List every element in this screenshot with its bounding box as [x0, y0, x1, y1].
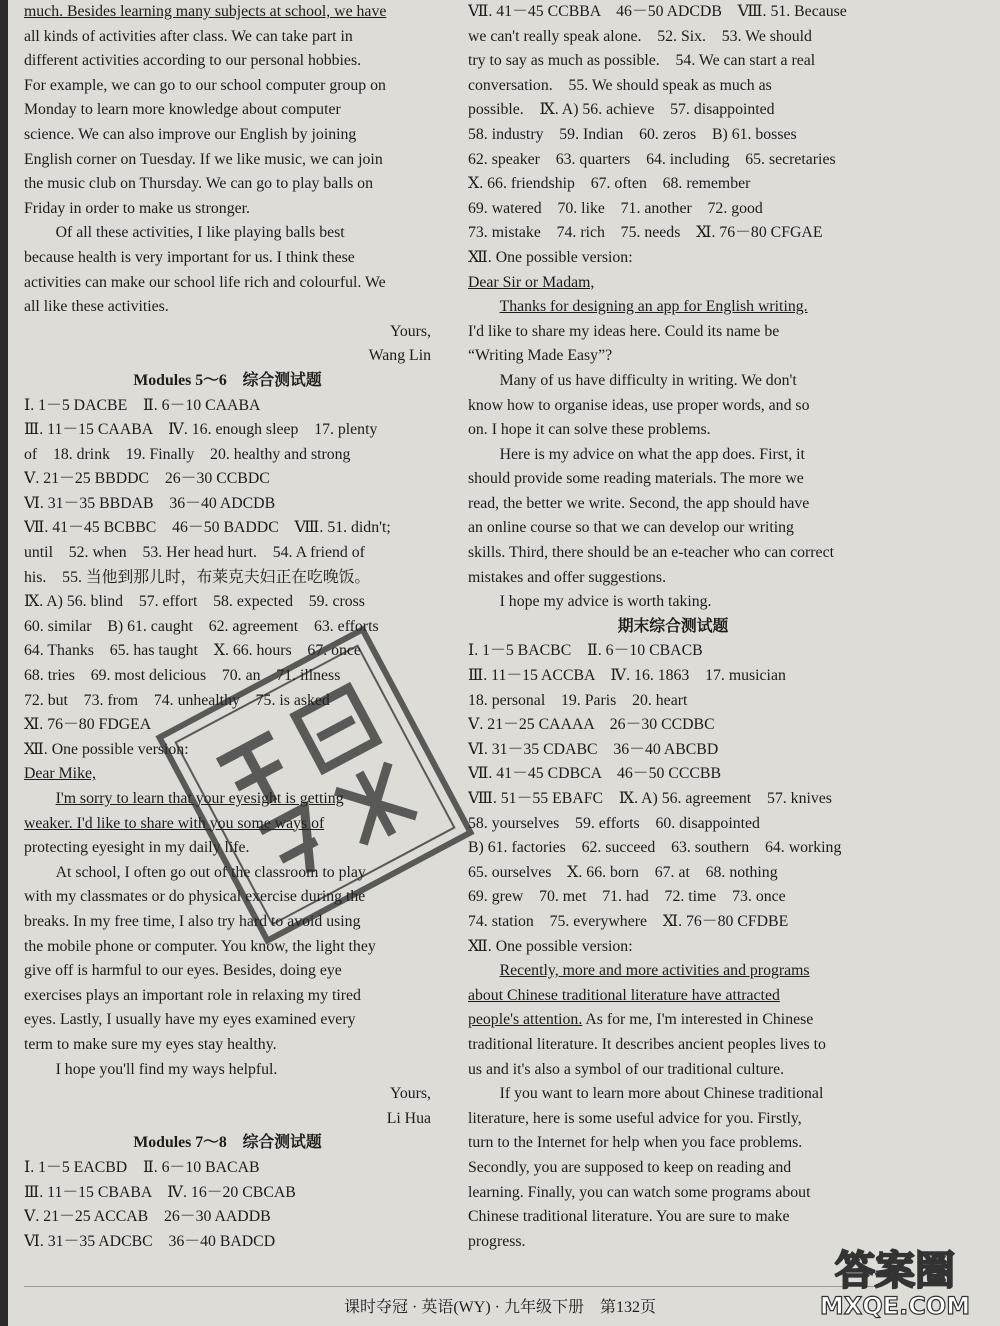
text-line: much. Besides learning many subjects at school, we have: [24, 3, 387, 20]
letter-paragraph: [468, 369, 878, 443]
answer-line: Ⅲ. 11－15 CAABA Ⅳ. 16. enough sleep 17. plenty: [24, 421, 378, 439]
answer-line: Ⅸ. A) 56. blind 57. effort 58. expected 59. cross: [24, 593, 365, 611]
watermark-logo-icon: [800, 1240, 990, 1320]
watermark-url-text: MXQE.COM: [819, 1292, 971, 1320]
section-title-final-test: 期末综合测试题: [617, 617, 729, 635]
text-line: know how to organise ideas, use proper words, and so: [468, 396, 810, 414]
text-line: read, the better we write. Second, the app should have: [468, 494, 810, 512]
text-line: English corner on Tuesday. If we like music, we can join: [24, 150, 383, 168]
answer-line: 18. personal 19. Paris 20. heart: [468, 691, 688, 709]
text-line: eyes. Lastly, I usually have my eyes examined every: [24, 1011, 356, 1029]
answer-line: his. 55. 当他到那儿时，布莱克夫妇正在吃晚饭。: [24, 568, 371, 586]
letter-closing: Yours,: [390, 322, 431, 340]
text-line: all like these activities.: [24, 298, 169, 316]
section-title-modules-5-6: Modules 5～6 综合测试题: [133, 371, 322, 389]
text-line: Recently, more and more activities and programs: [499, 962, 810, 980]
text-line: activities can make our school life rich and colourful. We: [24, 273, 386, 291]
text-line: Monday to learn more knowledge about computer: [24, 101, 341, 119]
text-line: Chinese traditional literature. You are sure to make: [468, 1208, 790, 1226]
answer-line: 69. grew 70. met 71. had 72. time 73. once: [468, 888, 786, 906]
answer-line: 65. ourselves Ⅹ. 66. born 67. at 68. nothing: [468, 863, 778, 881]
answer-line: Ⅰ. 1－5 BACBC Ⅱ. 6－10 CBACB: [468, 642, 703, 660]
answer-key-final-test: [468, 639, 878, 959]
answer-line: 69. watered 70. like 71. another 72. good: [468, 199, 763, 217]
answer-key-continued: [468, 0, 878, 271]
answer-line: 72. but 73. from 74. unhealthy 75. is asked: [24, 691, 330, 709]
text-line: turn to the Internet for help when you face problems.: [468, 1134, 803, 1152]
text-line: At school, I often go out of the classroom to play: [55, 863, 366, 881]
letter-greeting: Dear Sir or Madam,: [468, 273, 595, 291]
answer-line: Ⅰ. 1－5 EACBD Ⅱ. 6－10 BACAB: [24, 1158, 260, 1176]
essay-paragraph: [468, 1082, 878, 1254]
text-line: If you want to learn more about Chinese traditional: [499, 1085, 824, 1103]
answer-line: Ⅶ. 41－45 CDBCA 46－50 CCCBB: [468, 765, 721, 783]
text-line: Secondly, you are supposed to keep on reading and: [468, 1158, 792, 1176]
answer-line: Ⅵ. 31－35 ADCBC 36－40 BADCD: [24, 1232, 276, 1250]
answer-line: Ⅻ. One possible version:: [468, 937, 633, 955]
text-line: Of all these activities, I like playing balls best: [55, 224, 345, 242]
text-line: all kinds of activities after class. We can take part in: [24, 27, 353, 45]
answer-line: try to say as much as possible. 54. We can start a real: [468, 52, 816, 70]
text-line: traditional literature. It describes ancient peoples lives to: [468, 1035, 826, 1053]
intro-paragraph: [24, 0, 431, 221]
letter-signature: Li Hua: [386, 1109, 431, 1127]
answer-line: Ⅷ. 51－55 EBAFC Ⅸ. A) 56. agreement 57. knives: [468, 790, 832, 807]
answer-line: Ⅲ. 11－15 CBABA Ⅳ. 16－20 CBCAB: [24, 1183, 296, 1201]
text-line: mistakes and offer suggestions.: [468, 568, 667, 586]
answer-line: conversation. 55. We should speak as much as: [468, 76, 772, 94]
page-footer: 课时夺冠 · 英语(WY) · 九年级下册 第132页: [344, 1299, 656, 1316]
answer-line: B) 61. factories 62. succeed 63. southern 64. working: [468, 839, 842, 857]
answer-line: Ⅵ. 31－35 BBDAB 36－40 ADCDB: [24, 494, 276, 512]
activities-paragraph: [24, 221, 431, 319]
letter-paragraph: [468, 295, 878, 369]
text-line: Here is my advice on what the app does. First, it: [499, 445, 805, 463]
text-line: skills. Third, there should be an e-teacher who can correct: [468, 544, 834, 562]
answer-line: Ⅶ. 41－45 BCBBC 46－50 BADDC Ⅷ. 51. didn't;: [24, 519, 391, 537]
text-line: the mobile phone or computer. You know, the light they: [24, 937, 376, 955]
letter-paragraph: I hope my advice is worth taking.: [499, 593, 712, 611]
answer-line: possible. Ⅸ. A) 56. achieve 57. disappointed: [468, 101, 775, 119]
text-line: Friday in order to make us stronger.: [24, 199, 250, 217]
answer-line: 60. similar B) 61. caught 62. agreement 63. efforts: [24, 617, 379, 635]
text-line: science. We can also improve our English by joining: [24, 125, 357, 143]
text-line: us and it's also a symbol of our traditional culture.: [468, 1060, 785, 1078]
answer-line: 58. industry 59. Indian 60. zeros B) 61. bosses: [468, 125, 797, 143]
text-line: literature, here is some useful advice for you. Firstly,: [468, 1109, 802, 1127]
letter-paragraph: I hope you'll find my ways helpful.: [55, 1060, 278, 1078]
answer-line: Ⅻ. One possible version:: [468, 248, 633, 266]
text-line: progress.: [468, 1232, 526, 1250]
text-line: with my classmates or do physical exercise during the: [24, 888, 366, 906]
answer-line: Ⅴ. 21－25 BBDDC 26－30 CCBDC: [24, 470, 270, 488]
letter-closing: Yours,: [390, 1085, 431, 1103]
footer-divider: [24, 1286, 878, 1287]
right-column: [468, 0, 878, 1290]
answer-line: Ⅶ. 41－45 CCBBA 46－50 ADCDB Ⅷ. 51. Because: [468, 3, 847, 20]
text-line: about Chinese traditional literature have attracted: [468, 986, 780, 1004]
text-line: the music club on Thursday. We can go to play balls on: [24, 175, 373, 193]
text-line: Many of us have difficulty in writing. We don't: [499, 371, 797, 389]
watermark-cn-text: 答案圈: [835, 1248, 955, 1294]
text-line: people's attention. As for me, I'm interested in Chinese: [468, 1011, 814, 1029]
answer-line: Ⅻ. One possible version:: [24, 740, 189, 758]
answer-key-modules-7-8: [24, 1156, 431, 1254]
text-line: give off is harmful to our eyes. Besides, doing eye: [24, 962, 342, 980]
text-line: an online course so that we can develop our writing: [468, 519, 794, 537]
text-line: on. I hope it can solve these problems.: [468, 421, 711, 439]
answer-line: Ⅴ. 21－25 CAAAA 26－30 CCDBC: [468, 716, 715, 734]
answer-line: 73. mistake 74. rich 75. needs Ⅺ. 76－80 CFGAE: [468, 224, 823, 242]
answer-line: Ⅴ. 21－25 ACCAB 26－30 AADDB: [24, 1208, 271, 1226]
answer-line: Ⅺ. 76－80 FDGEA: [24, 716, 152, 734]
answer-line: 74. station 75. everywhere Ⅺ. 76－80 CFDBE: [468, 912, 789, 930]
answer-line: Ⅰ. 1－5 DACBE Ⅱ. 6－10 CAABA: [24, 396, 261, 414]
answer-line: 68. tries 69. most delicious 70. an 71. illness: [24, 667, 341, 685]
text-line: Thanks for designing an app for English writing.: [499, 298, 808, 316]
answer-line: 58. yourselves 59. efforts 60. disappointed: [468, 814, 760, 832]
letter-greeting: Dear Mike,: [24, 765, 96, 783]
text-line: For example, we can go to our school computer group on: [24, 76, 386, 94]
text-line: breaks. In my free time, I also try hard to avoid using: [24, 912, 361, 930]
section-title-modules-7-8: Modules 7～8 综合测试题: [133, 1134, 322, 1152]
essay-paragraph: [468, 959, 878, 1082]
text-line: because health is very important for us. I think these: [24, 248, 355, 266]
answer-line: 64. Thanks 65. has taught Ⅹ. 66. hours 67. once: [24, 642, 361, 660]
answer-line: 62. speaker 63. quarters 64. including 65. secretaries: [468, 150, 836, 168]
answer-line: Ⅵ. 31－35 CDABC 36－40 ABCBD: [468, 740, 719, 758]
text-line: should provide some reading materials. The more we: [468, 470, 804, 488]
answer-line: Ⅹ. 66. friendship 67. often 68. remember: [468, 175, 751, 193]
letter-signature: Wang Lin: [368, 347, 431, 365]
text-line: term to make sure my eyes stay healthy.: [24, 1035, 277, 1053]
text-line: I'd like to share my ideas here. Could its name be: [468, 322, 780, 340]
answer-line: of 18. drink 19. Finally 20. healthy and strong: [24, 445, 351, 463]
text-line: exercises plays an important role in relaxing my tired: [24, 986, 361, 1004]
text-line: I'm sorry to learn that your eyesight is getting: [55, 790, 344, 807]
text-line: learning. Finally, you can watch some programs about: [468, 1183, 811, 1201]
page-binding-edge: [0, 0, 8, 1326]
letter-paragraph: [468, 443, 878, 591]
answer-line: we can't really speak alone. 52. Six. 53. We should: [468, 27, 812, 45]
text-line: “Writing Made Easy”?: [468, 347, 613, 365]
answer-line: Ⅲ. 11－15 ACCBA Ⅳ. 16. 1863 17. musician: [468, 667, 786, 685]
text-line: weaker. I'd like to share with you some ways of: [24, 814, 325, 832]
text-line: protecting eyesight in my daily life.: [24, 839, 250, 857]
answer-line: until 52. when 53. Her head hurt. 54. A friend of: [24, 544, 365, 562]
text-line: different activities according to our personal hobbies.: [24, 52, 362, 70]
